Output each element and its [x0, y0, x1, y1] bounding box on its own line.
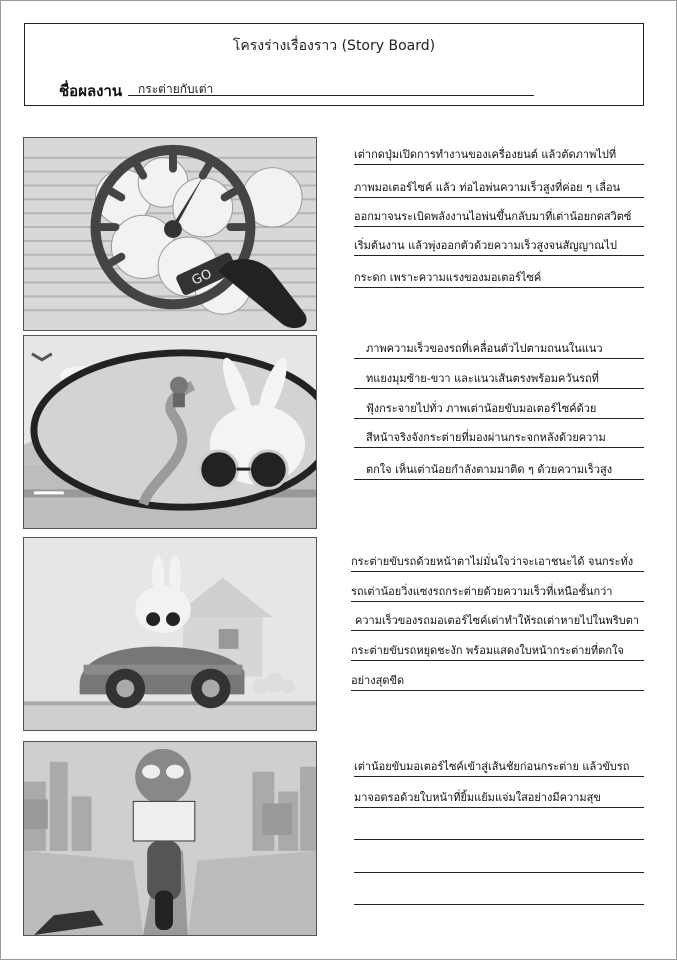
frame-4-line-1: เต่าน้อยขับมอเตอร์ไซค์เข้าสู่เส้นชัยก่อนกระต่าย แล้วขับรถ [354, 755, 644, 777]
storyboard-frame-1-image [23, 137, 317, 331]
work-name-value: กระต่ายกับเต่า [138, 82, 214, 96]
frame-2-line-1: ภาพความเร็วของรถที่เคลื่อนตัวไปตามถนนในแนว [354, 337, 644, 359]
frame-1-line-1: เต่ากดปุ่มเปิดการทำงานของเครื่องยนต์ แล้วตัดภาพไปที่ [354, 143, 644, 165]
page-title: โครงร่างเรื่องราว (Story Board) [232, 38, 436, 54]
storyboard-frame-4-image [23, 741, 317, 936]
frame-2-line-3: ฟุ้งกระจายไปทั่ว ภาพเต่าน้อยขับมอเตอร์ไซค์ด้วย [354, 397, 644, 419]
go-sign-text: GO [189, 266, 215, 289]
frame-4-line-3 [354, 818, 644, 840]
frame-1-line-3: ออกมาจนระเบิดพลังงานไอพ่นขึ้นกลับมาที่เต่าน้อยกดสวิตซ์ [354, 205, 644, 227]
frame-1-line-5: กระดก เพราะความแรงของมอเตอร์ไซค์ [354, 266, 644, 288]
frame-2-line-2: ทแยงมุมซ้าย-ขวา และแนวเส้นตรงพร้อมควันรถที่ [354, 367, 644, 389]
frame-3-line-5: อย่างสุดขีด [351, 669, 644, 691]
storyboard-frame-2-image [23, 335, 317, 529]
frame-3-line-4: กระต่ายขับรถหยุดชะงัก พร้อมแสดงใบหน้ากระต่ายที่ตกใจ [351, 639, 644, 661]
frame-3-line-2: รถเต่าน้อยวิ่งแซงรถกระต่ายด้วยความเร็วที่เหนือชั้นกว่า [351, 580, 644, 602]
frame-4-line-2: มาจอดรอด้วยใบหน้าที่ยิ้มแย้มแจ่มใสอย่างมีความสุข [354, 786, 644, 808]
frame-1-line-4: เริ่มต้นงาน แล้วพุ่งออกตัวด้วยความเร็วสูงจนสัญญาณไป [354, 234, 644, 256]
frame-4-line-4 [354, 851, 644, 873]
work-name-label: ชื่อผลงาน [59, 82, 123, 100]
frame-2-line-5: ตกใจ เห็นเต่าน้อยกำลังตามมาติด ๆ ด้วยความเร็วสูง [354, 458, 644, 480]
storyboard-frame-3-image [23, 537, 317, 731]
frame-2-line-4: สีหน้าจริงจังกระต่ายที่มองผ่านกระจกหลังด้วยความ [354, 426, 644, 448]
frame-4-line-5 [354, 883, 644, 905]
header-box [24, 23, 644, 106]
work-name-underline [128, 95, 534, 96]
frame-3-line-1: กระต่ายขับรถด้วยหน้าตาไม่มั่นใจว่าจะเอาชนะได้ จนกระทั่ง [351, 550, 644, 572]
frame-1-line-2: ภาพมอเตอร์ไซค์ แล้ว ท่อไอพ่นความเร็วสูงที่ค่อย ๆ เลื่อน [354, 176, 644, 198]
frame-3-line-3: ความเร็วของรถมอเตอร์ไซค์เต่าทำให้รถเต่าหายไปในพริบตา [351, 609, 644, 631]
